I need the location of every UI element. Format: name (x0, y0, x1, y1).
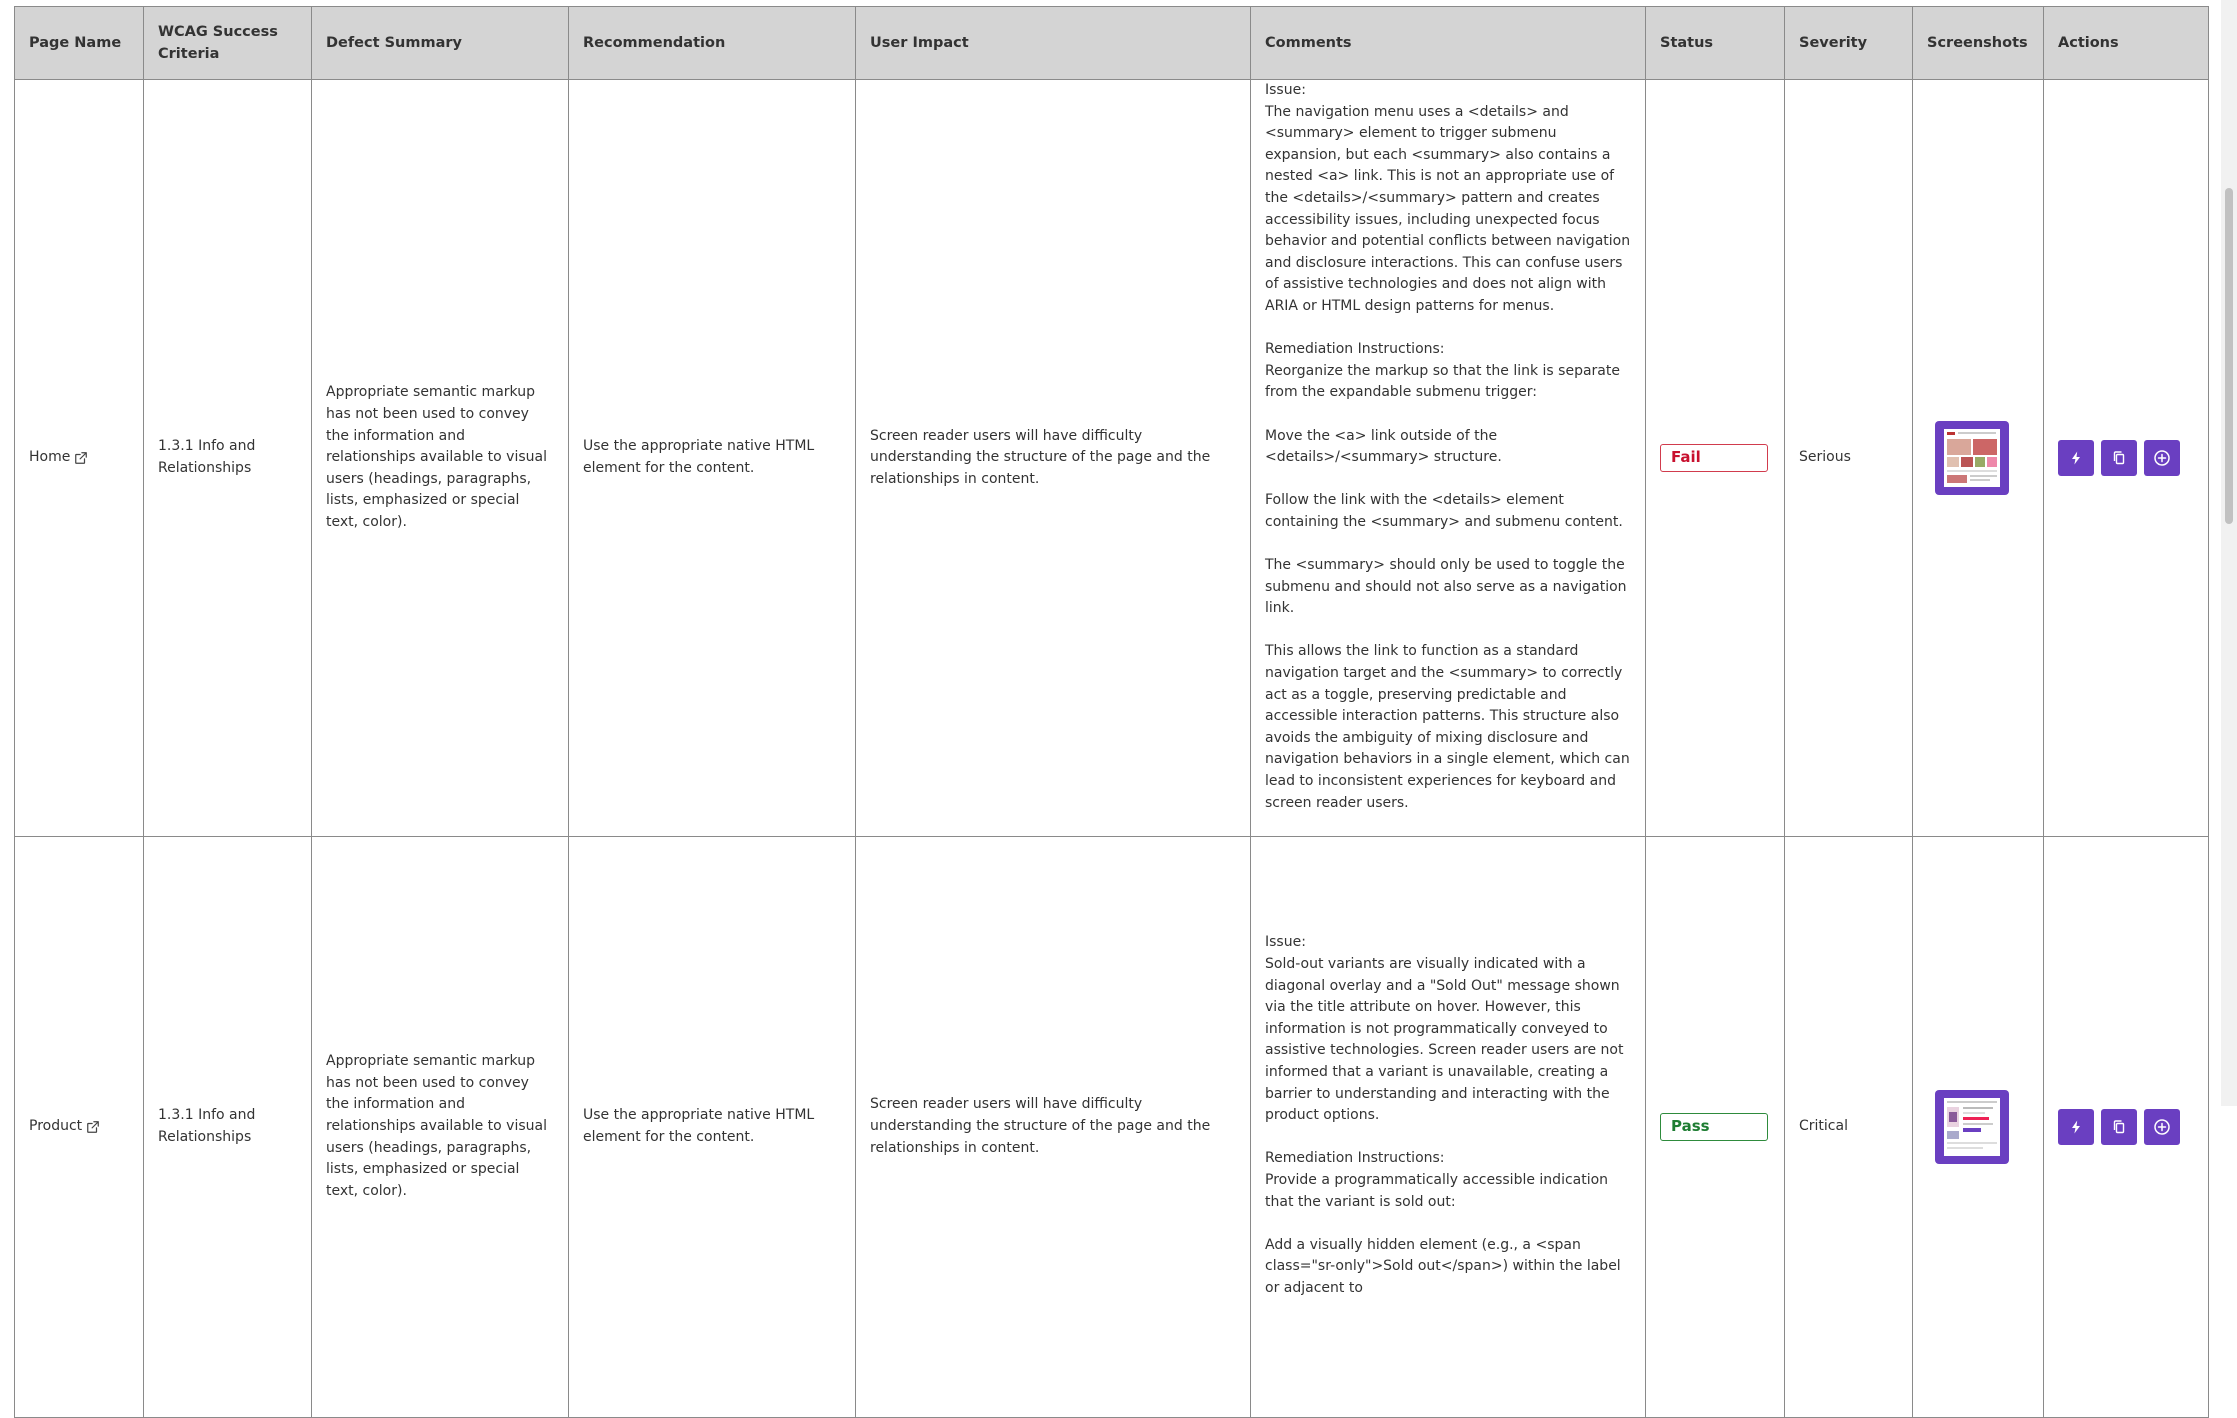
column-header-status: Status (1646, 7, 1785, 80)
row-actions (2058, 1109, 2194, 1145)
screenshot-thumbnail[interactable] (1935, 421, 2009, 495)
scrollbar-thumb[interactable] (2225, 188, 2233, 524)
wcag-cell: 1.3.1 Info and Relationships (144, 80, 312, 837)
comment-paragraph: Issue: Sold-out variants are visually indicated with a diagonal overlay and a "Sold Out" message shown via the title attribute on hover. However, this information is not programmatically conveyed to assistive technologies. Screen reader users are not informed that a variant is unavailable, creating a barrier to understanding and interacting with the product options. (1265, 934, 1624, 1124)
vertical-scrollbar[interactable] (2221, 0, 2237, 1106)
lightning-icon (2068, 1119, 2084, 1135)
recommendation-cell: Use the appropriate native HTML element for the content. (569, 836, 856, 1417)
quick-action-button[interactable] (2058, 440, 2094, 476)
row-actions (2058, 440, 2194, 476)
defect-summary-cell: Appropriate semantic markup has not been used to convey the information and relationships available to visual users (headings, paragraphs, lists, emphasized or special text, color). (312, 836, 569, 1417)
screenshot-cell (1913, 836, 2044, 1417)
actions-cell (2044, 836, 2209, 1417)
quick-action-button[interactable] (2058, 1109, 2094, 1145)
page-name-link[interactable] (29, 1116, 100, 1138)
external-link-icon (86, 1120, 100, 1134)
column-header-defect-summary: Defect Summary (312, 7, 569, 80)
comments-cell (1251, 836, 1646, 1417)
table-header-row (15, 7, 2209, 80)
add-button[interactable] (2144, 1109, 2180, 1145)
column-header-severity: Severity (1785, 7, 1913, 80)
page-name-cell (15, 836, 144, 1417)
page-name-text: Home (29, 449, 71, 466)
column-header-screenshots: Screenshots (1913, 7, 2044, 80)
defect-summary-cell: Appropriate semantic markup has not been used to convey the information and relationships available to visual users (headings, paragraphs, lists, emphasized or special text, color). (312, 80, 569, 837)
status-badge: Pass (1660, 1113, 1768, 1141)
audit-table (14, 6, 2209, 1418)
column-header-comments: Comments (1251, 7, 1646, 80)
column-header-actions: Actions (2044, 7, 2209, 80)
add-button[interactable] (2144, 440, 2180, 476)
comments-cell (1251, 80, 1646, 837)
copy-button[interactable] (2101, 1109, 2137, 1145)
comment-paragraph: This allows the link to function as a standard navigation target and the <summary> to correctly act as a toggle, preserving predictable and accessible interaction patterns. This structure also avoids the ambiguity of mixing disclosure and navigation behaviors in a single element, which can lead to inconsistent experiences for keyboard and screen reader users. (1265, 643, 1630, 811)
column-header-user-impact: User Impact (856, 7, 1251, 80)
column-header-wcag: WCAG Success Criteria (144, 7, 312, 80)
add-circle-icon (2153, 449, 2171, 467)
comment-paragraph: Follow the link with the <details> element containing the <summary> and submenu content. (1265, 492, 1623, 530)
severity-cell: Critical (1785, 836, 1913, 1417)
actions-cell (2044, 80, 2209, 837)
screenshot-preview-image (1944, 1098, 2000, 1156)
table-row (15, 836, 2209, 1417)
status-cell (1646, 836, 1785, 1417)
column-header-page-name: Page Name (15, 7, 144, 80)
page-name-link[interactable] (29, 447, 88, 469)
column-header-recommendation: Recommendation (569, 7, 856, 80)
comment-paragraph: Remediation Instructions: Reorganize the markup so that the link is separate from the expandable submenu trigger: (1265, 341, 1620, 401)
external-link-icon (74, 451, 88, 465)
comment-paragraph: Issue: The navigation menu uses a <details> and <summary> element to trigger submenu expansion, but each <summary> also contains a nested <a> link. This is not an appropriate use of the <details>/<summary> pattern and creates accessibility issues, including unexpected focus behavior and potential conflicts between navigation and disclosure interactions. This can confuse users of assistive technologies and does not align with ARIA or HTML design patterns for menus. (1265, 82, 1631, 314)
recommendation-cell: Use the appropriate native HTML element for the content. (569, 80, 856, 837)
table-row (15, 80, 2209, 837)
user-impact-cell: Screen reader users will have difficulty understanding the structure of the page and the relationships in content. (856, 80, 1251, 837)
screenshot-thumbnail[interactable] (1935, 1090, 2009, 1164)
status-badge: Fail (1660, 444, 1768, 472)
copy-button[interactable] (2101, 440, 2137, 476)
comment-paragraph: Remediation Instructions: Provide a programmatically accessible indication that the variant is sold out: (1265, 1150, 1609, 1210)
comment-paragraph: The <summary> should only be used to toggle the submenu and should not also serve as a navigation link. (1265, 557, 1627, 617)
severity-cell: Serious (1785, 80, 1913, 837)
page-name-cell (15, 80, 144, 837)
copy-icon (2111, 450, 2127, 466)
copy-icon (2111, 1119, 2127, 1135)
user-impact-cell: Screen reader users will have difficulty understanding the structure of the page and the relationships in content. (856, 836, 1251, 1417)
comment-paragraph: Move the <a> link outside of the <details>/<summary> structure. (1265, 427, 1502, 466)
screenshot-cell (1913, 80, 2044, 837)
status-cell (1646, 80, 1785, 837)
screenshot-preview-image (1944, 429, 2000, 487)
comment-paragraph: Add a visually hidden element (e.g., a <span class="sr-only">Sold out</span>) within the label or adjacent to (1265, 1236, 1621, 1296)
page-name-text: Product (29, 1117, 83, 1134)
add-circle-icon (2153, 1118, 2171, 1136)
wcag-cell: 1.3.1 Info and Relationships (144, 836, 312, 1417)
lightning-icon (2068, 450, 2084, 466)
